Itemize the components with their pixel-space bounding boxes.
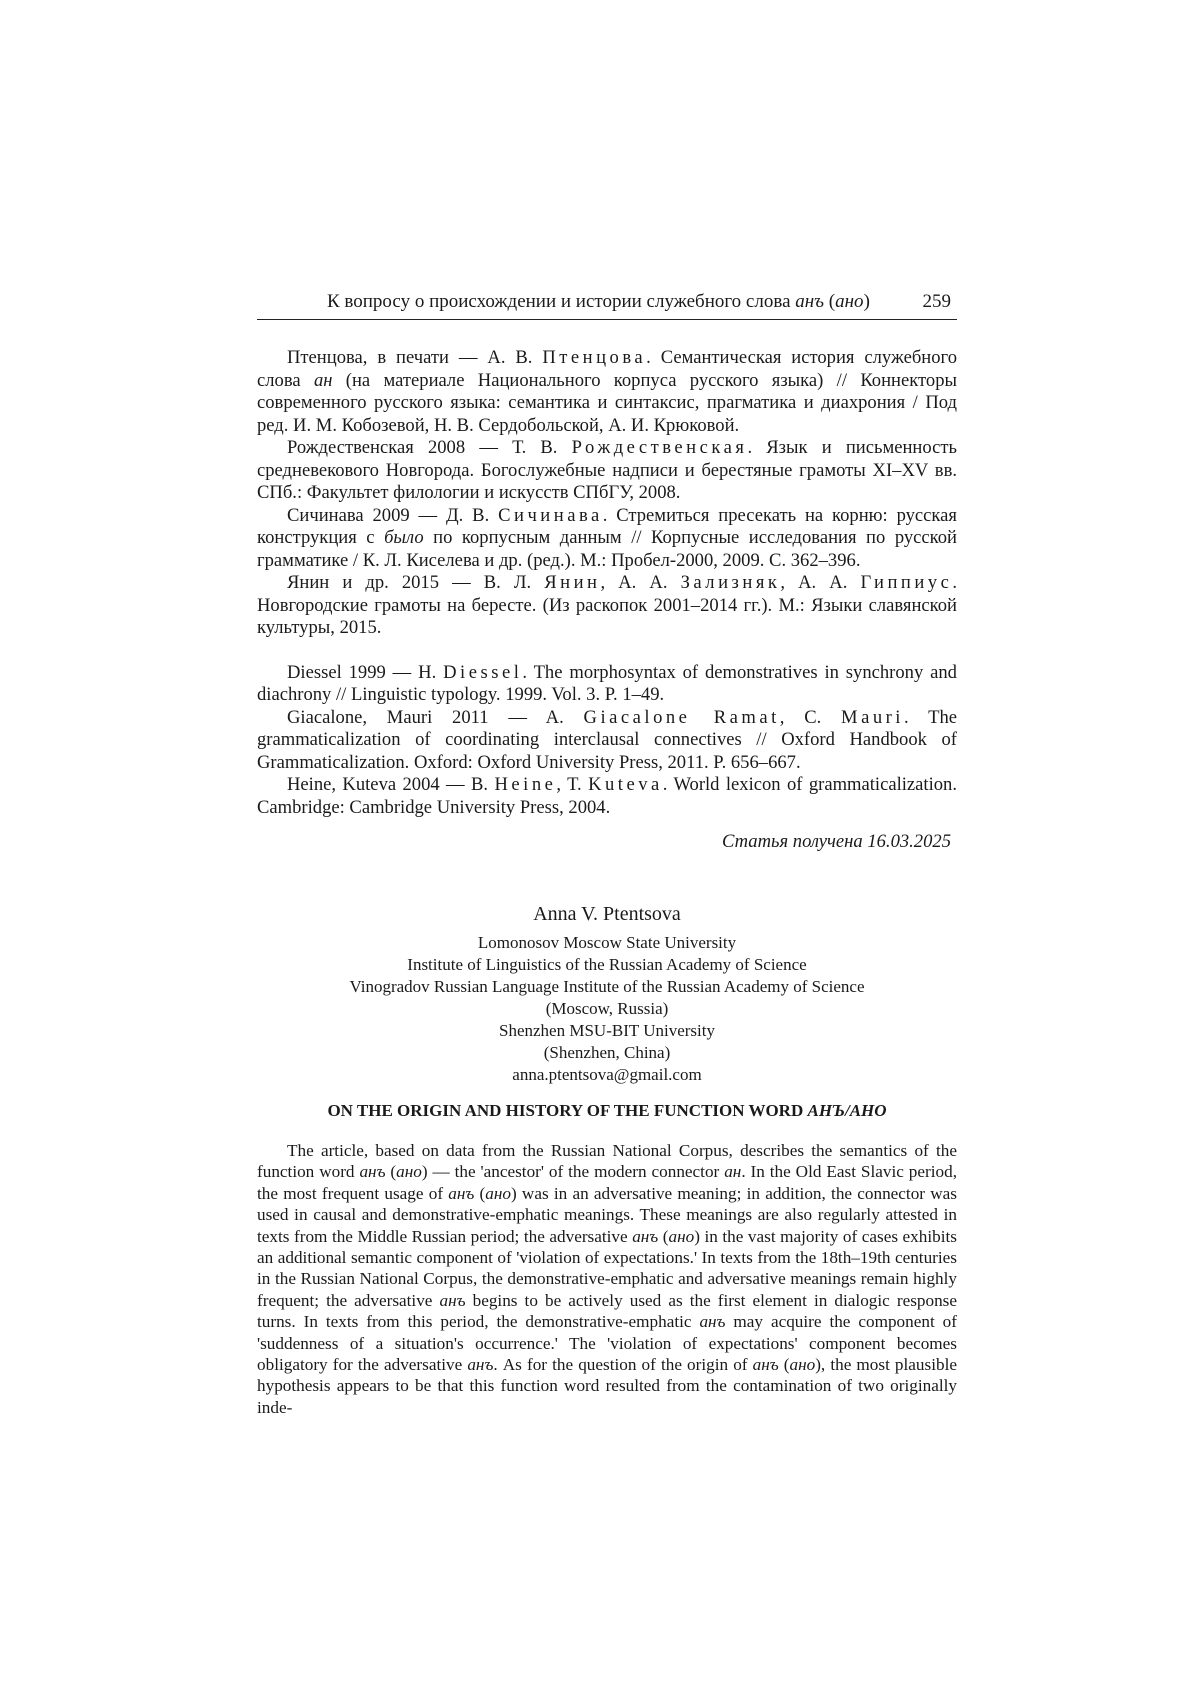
abstract (257, 1140, 957, 1418)
author-email: anna.ptentsova@gmail.com (512, 1065, 702, 1084)
reference-entry: Heine, Kuteva 2004 — B. Heine, T. Kuteva. World lexicon of grammaticalization. Cambridge: Cambridge University Press, 2004. (257, 774, 957, 818)
reference-entry: Сичинава 2009 — Д. В. Сичинава. Стремиться пресекать на корню: русская конструкция с было по корпусным данным // Корпусные исследования по русской грамматике / К. Л. Киселева и др. (ред.). М.: Пробел-2000, 2009. С. 362–396. (257, 504, 958, 571)
reference-entry: Янин и др. 2015 — В. Л. Янин, А. А. Зализняк, А. А. Гиппиус. Новгородские грамоты на бересте. (Из раскопок 2001–2014 гг.). М.: Языки славянской культуры, 2015. (257, 572, 958, 638)
author-name: Anna V. Ptentsova (533, 903, 681, 925)
affiliation-line: Lomonosov Moscow State University (477, 933, 737, 952)
running-head (257, 291, 957, 320)
received-date: Статья получена 16.03.2025 (721, 831, 951, 852)
page-number: 259 (922, 291, 951, 312)
affiliation-line: (Shenzhen, China) (543, 1043, 671, 1062)
affiliation-line: Shenzhen MSU-BIT University (499, 1021, 715, 1040)
article-title: ON THE ORIGIN AND HISTORY OF THE FUNCTION WORD АНЪ/АНО (327, 1101, 887, 1120)
author-block (257, 902, 957, 1086)
reference-entry: Птенцова, в печати — А. В. Птенцова. Семантическая история служебного слова ан (на материале Национального корпуса русского языка) // Коннекторы современного русского языка: семантика и синтаксис, прагматика и диахрония / Под ред. И. М. Кобозевой, Н. В. Сердобольской, А. И. Крюковой. (257, 347, 958, 436)
references-section (257, 347, 957, 854)
affiliation-line: (Moscow, Russia) (545, 999, 669, 1018)
abstract-paragraph: The article, based on data from the Russian National Corpus, describes the semantics of the function word анъ (ано) — the 'ancestor' of the modern connector ан. In the Old East Slavic period, the most frequent usage of анъ (ано) was in an adversative meaning; in addition, the connector was used in causal and demonstrative-emphatic meanings. These meanings are also regularly attested in texts from the Middle Russian period; the adversative анъ (ано) in the vast majority of cases exhibits an additional semantic component of 'violation of expectations.' In texts from the 18th–19th centuries in the Russian National Corpus, the demonstrative-emphatic and adversative meanings remain highly frequent; the adversative анъ begins to be actively used as the first element in dialogic response turns. In texts from this period, the demonstrative-emphatic анъ may acquire the component of 'suddenness of a situation's occurrence.' The 'violation of expectations' component becomes obligatory for the adversative анъ. As for the question of the origin of анъ (ано), the most plausible hypothesis appears to be that this function word resulted from the contamination of two originally inde- (257, 1141, 957, 1417)
affiliation-line: Institute of Linguistics of the Russian Academy of Science (407, 955, 807, 974)
reference-entry: Рождественская 2008 — Т. В. Рождественская. Язык и письменность средневекового Новгорода. Богослужебные надписи и берестяные грамоты XI–XV вв. СПб.: Факультет филологии и искусств СПбГУ, 2008. (257, 437, 957, 503)
affiliation-line: Vinogradov Russian Language Institute of the Russian Academy of Science (349, 977, 865, 996)
reference-entry: Giacalone, Mauri 2011 — A. Giacalone Ramat, C. Mauri. The grammaticalization of coordinating interclausal connectives // Oxford Handbook of Grammaticalization. Oxford: Oxford University Press, 2011. P. 656–667. (257, 706, 957, 773)
references-gap (257, 640, 957, 662)
reference-entry: Diessel 1999 — H. Diessel. The morphosyntax of demonstratives in synchrony and diachrony // Linguistic typology. 1999. Vol. 3. P. 1–49. (257, 661, 957, 705)
running-head-title: К вопросу о происхождении и истории служебного слова анъ (ано) (327, 291, 870, 312)
